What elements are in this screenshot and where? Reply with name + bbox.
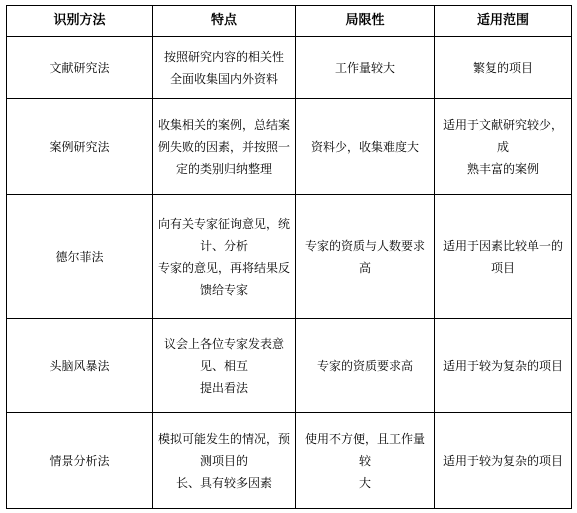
cell-line: 工作量较大 <box>334 60 395 75</box>
cell-line: 收集相关的案例，总结案 <box>157 117 290 132</box>
cell-limitation <box>296 195 435 319</box>
cell-line: 长、具有较多因素 <box>175 475 272 490</box>
table-row <box>7 413 572 509</box>
header-method: 识别方法 <box>7 6 153 37</box>
cell-feature <box>153 37 296 99</box>
cell-line: 按照研究内容的相关性 <box>163 49 284 64</box>
cell-line: 定的类别归纳整理 <box>175 161 272 176</box>
cell-method: 头脑风暴法 <box>7 319 153 413</box>
cell-line: 适用于文献研究较少，成 <box>442 117 563 154</box>
cell-line: 提出看法 <box>199 380 248 395</box>
cell-line: 测项目的 <box>199 453 248 468</box>
cell-line: 议会上各位专家发表意 <box>163 336 284 351</box>
risk-identification-table <box>6 5 572 509</box>
cell-line: 资料少，收集难度大 <box>310 139 419 154</box>
cell-feature <box>153 413 296 509</box>
header-feature: 特点 <box>153 6 296 37</box>
cell-line: 使用不方便，且工作量较 <box>304 431 425 468</box>
cell-line: 见、相互 <box>199 358 248 373</box>
header-scope: 适用范围 <box>435 6 572 37</box>
cell-line: 模拟可能发生的情况，预 <box>157 431 290 446</box>
cell-limitation <box>296 319 435 413</box>
cell-line: 高 <box>358 260 371 275</box>
table-row <box>7 319 572 413</box>
cell-feature <box>153 195 296 319</box>
cell-line: 适用于较为复杂的项目 <box>442 358 563 373</box>
cell-line: 专家的资质要求高 <box>316 358 413 373</box>
cell-line: 全面收集国内外资料 <box>169 71 278 86</box>
cell-scope <box>435 413 572 509</box>
cell-scope <box>435 37 572 99</box>
cell-line: 专家的意见，再将结果反 <box>157 260 290 275</box>
cell-line: 项目 <box>490 260 515 275</box>
cell-feature <box>153 99 296 195</box>
cell-limitation <box>296 413 435 509</box>
cell-feature <box>153 319 296 413</box>
cell-line: 馈给专家 <box>199 282 248 297</box>
cell-line: 熟丰富的案例 <box>466 161 539 176</box>
risk-identification-table-wrapper <box>6 5 572 509</box>
cell-scope <box>435 195 572 319</box>
cell-line: 例失败的因素，并按照一 <box>157 139 290 154</box>
header-limitation: 局限性 <box>296 6 435 37</box>
cell-scope <box>435 319 572 413</box>
cell-line: 适用于较为复杂的项目 <box>442 453 563 468</box>
cell-line: 向有关专家征询意见，统 <box>157 216 290 231</box>
cell-line: 专家的资质与人数要求 <box>304 238 425 253</box>
cell-method: 情景分析法 <box>7 413 153 509</box>
cell-line: 繁复的项目 <box>472 60 533 75</box>
table-row <box>7 99 572 195</box>
header-row <box>7 6 572 37</box>
cell-limitation <box>296 37 435 99</box>
cell-method: 案例研究法 <box>7 99 153 195</box>
cell-limitation <box>296 99 435 195</box>
table-row <box>7 195 572 319</box>
cell-scope <box>435 99 572 195</box>
cell-method: 德尔菲法 <box>7 195 153 319</box>
cell-method: 文献研究法 <box>7 37 153 99</box>
cell-line: 大 <box>358 475 371 490</box>
cell-line: 适用于因素比较单一的 <box>442 238 563 253</box>
table-row <box>7 37 572 99</box>
cell-line: 计、分析 <box>199 238 248 253</box>
